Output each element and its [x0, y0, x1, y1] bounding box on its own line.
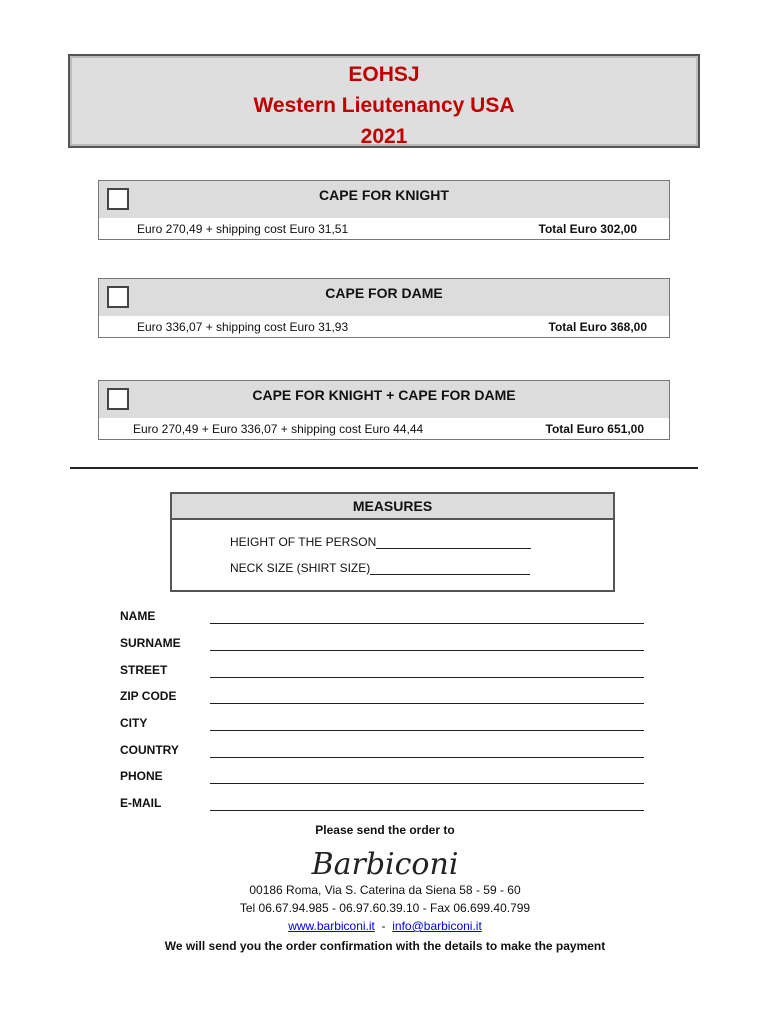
org-title: EOHSJ	[348, 63, 420, 86]
option-knight	[98, 180, 670, 240]
option-title: CAPE FOR DAME	[325, 285, 443, 301]
option-total: Total Euro 368,00	[548, 320, 647, 334]
phone-fax-text: Tel 06.67.94.985 - 06.97.60.39.10 - Fax 06.699.40.799	[239, 901, 531, 915]
height-label: HEIGHT OF THE PERSON	[230, 535, 377, 549]
field-label-zip: ZIP CODE	[120, 689, 177, 703]
field-label-email: E-MAIL	[120, 796, 162, 810]
option-total: Total Euro 651,00	[545, 422, 644, 436]
send-to-text: Please send the order to	[315, 823, 455, 837]
field-label-street: STREET	[120, 663, 168, 677]
option-title: CAPE FOR KNIGHT	[319, 187, 449, 203]
height-row	[230, 535, 531, 549]
field-label-country: COUNTRY	[120, 743, 179, 757]
website-link[interactable]: www.barbiconi.it	[288, 919, 375, 933]
measures-box	[170, 492, 615, 592]
surname-input-line[interactable]	[210, 650, 644, 651]
option-total: Total Euro 302,00	[538, 222, 637, 236]
year-title: 2021	[360, 125, 408, 148]
option-price: Euro 336,07 + shipping cost Euro 31,93	[137, 320, 349, 334]
field-label-surname: SURNAME	[120, 636, 181, 650]
measures-title: MEASURES	[172, 494, 613, 520]
neck-input-line[interactable]	[370, 561, 530, 575]
name-input-line[interactable]	[210, 623, 644, 624]
title-banner	[68, 54, 700, 148]
link-separator: -	[374, 919, 393, 933]
option-knight-and-dame	[98, 380, 670, 440]
logo-text: Barbiconi	[311, 847, 459, 882]
zip-input-line[interactable]	[210, 703, 644, 704]
field-label-name: NAME	[120, 609, 156, 623]
contact-links	[0, 919, 770, 933]
barbiconi-logo	[305, 846, 465, 882]
country-input-line[interactable]	[210, 757, 644, 758]
field-label-phone: PHONE	[120, 769, 163, 783]
neck-row	[230, 561, 530, 575]
address-text: 00186 Roma, Via S. Caterina da Siena 58 - 59 - 60	[249, 883, 521, 897]
option-price: Euro 270,49 + Euro 336,07 + shipping cost Euro 44,44	[133, 422, 424, 436]
section-divider	[70, 467, 698, 469]
confirmation-text: We will send you the order confirmation with the details to make the payment	[164, 939, 606, 953]
option-dame	[98, 278, 670, 338]
street-input-line[interactable]	[210, 677, 644, 678]
option-title: CAPE FOR KNIGHT + CAPE FOR DAME	[252, 387, 516, 403]
height-input-line[interactable]	[376, 535, 531, 549]
email-input-line[interactable]	[210, 810, 644, 811]
field-label-city: CITY	[120, 716, 148, 730]
neck-label: NECK SIZE (SHIRT SIZE)	[230, 561, 371, 575]
city-input-line[interactable]	[210, 730, 644, 731]
phone-input-line[interactable]	[210, 783, 644, 784]
lieutenancy-title: Western Lieutenancy USA	[253, 94, 515, 117]
email-link[interactable]: info@barbiconi.it	[392, 919, 482, 933]
option-price: Euro 270,49 + shipping cost Euro 31,51	[137, 222, 349, 236]
